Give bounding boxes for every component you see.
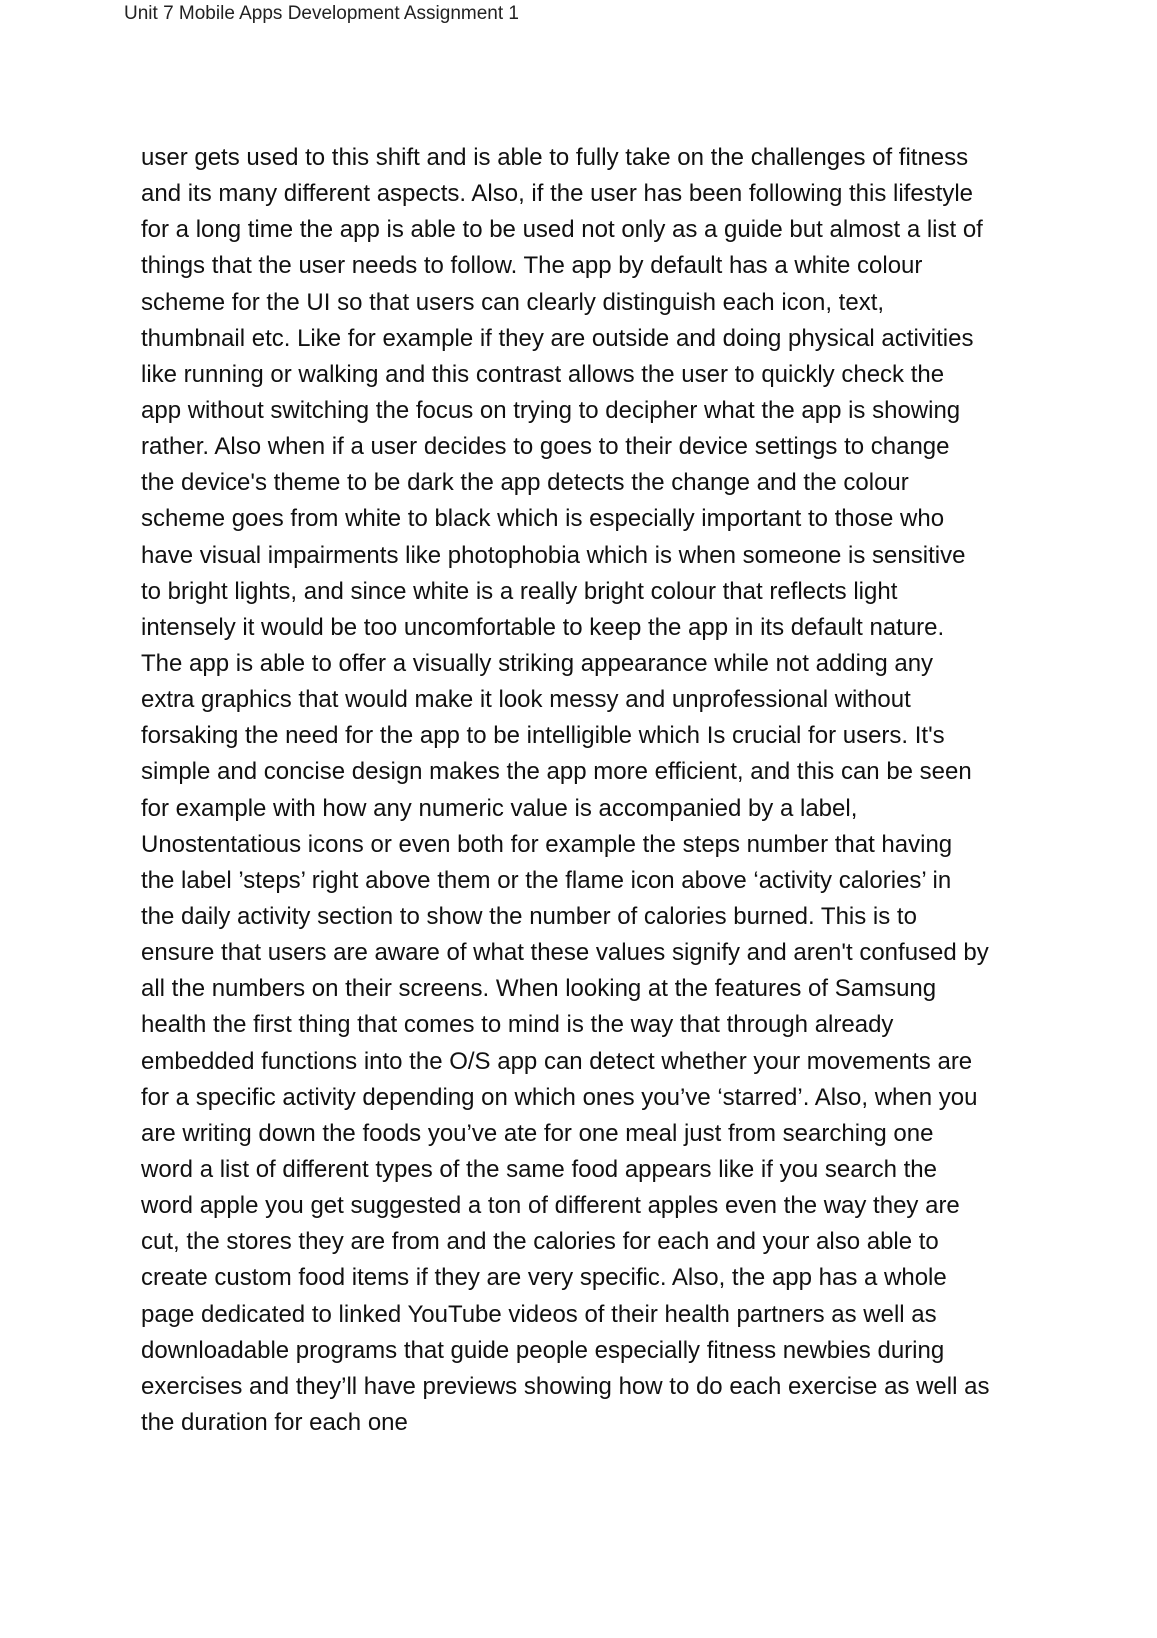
paragraph-line: user gets used to this shift and is able to fully take on the challenges of fitness: [141, 144, 969, 171]
paragraph-line: word a list of different types of the same food appears like if you search the: [141, 1155, 937, 1183]
paragraph-line: have visual impairments like photophobia which is when someone is sensitive: [141, 541, 966, 569]
paragraph-line: forsaking the need for the app to be intelligible which Is crucial for users. It's: [141, 722, 945, 750]
paragraph-line: and its many different aspects. Also, if the user has been following this lifestyle: [141, 180, 974, 208]
paragraph-line: page dedicated to linked YouTube videos of their health partners as well as: [141, 1300, 937, 1328]
paragraph-line: rather. Also when if a user decides to goes to their device settings to change: [141, 433, 950, 461]
paragraph-line: for a long time the app is able to be used not only as a guide but almost a list of: [141, 216, 983, 244]
paragraph-line: scheme goes from white to black which is especially important to those who: [141, 505, 945, 533]
paragraph-line: things that the user needs to follow. The app by default has a white colour: [141, 252, 923, 280]
paragraph-line: simple and concise design makes the app more efficient, and this can be seen: [141, 758, 972, 786]
paragraph-line: to bright lights, and since white is a really bright colour that reflects light: [141, 577, 898, 605]
paragraph-line: thumbnail etc. Like for example if they are outside and doing physical activities: [141, 324, 974, 352]
paragraph-line: extra graphics that would make it look messy and unprofessional without: [141, 686, 911, 714]
paragraph-line: health the first thing that comes to mind is the way that through already: [141, 1011, 894, 1039]
paragraph-line: the daily activity section to show the number of calories burned. This is to: [141, 902, 917, 930]
paragraph-line: downloadable programs that guide people especially fitness newbies during: [141, 1336, 945, 1364]
paragraph-line: for example with how any numeric value is accompanied by a label,: [141, 794, 858, 822]
paragraph-line: are writing down the foods you’ve ate for one meal just from searching one: [141, 1119, 934, 1147]
paragraph-line: exercises and they’ll have previews showing how to do each exercise as well as: [141, 1372, 990, 1400]
paragraph-line: ensure that users are aware of what these values signify and aren't confused by: [141, 939, 989, 967]
paragraph-line: Unostentatious icons or even both for example the steps number that having: [141, 830, 953, 858]
paragraph-line: app without switching the focus on trying to decipher what the app is showing: [141, 396, 961, 424]
body-paragraph: [141, 140, 1021, 1441]
paragraph-line: word apple you get suggested a ton of different apples even the way they are: [141, 1192, 960, 1220]
paragraph-line: scheme for the UI so that users can clearly distinguish each icon, text,: [141, 288, 885, 316]
paragraph-line: like running or walking and this contrast allows the user to quickly check the: [141, 360, 945, 388]
paragraph-line: intensely it would be too uncomfortable to keep the app in its default nature.: [141, 613, 945, 641]
paragraph-line: the label ’steps’ right above them or the flame icon above ‘activity calories’ in: [141, 866, 952, 894]
paragraph-line: all the numbers on their screens. When looking at the features of Samsung: [141, 975, 937, 1003]
paragraph-line: the device's theme to be dark the app detects the change and the colour: [141, 469, 909, 497]
paragraph-line: embedded functions into the O/S app can detect whether your movements are: [141, 1047, 973, 1075]
page-header-title: Unit 7 Mobile Apps Development Assignment 1: [124, 3, 519, 24]
paragraph-line: The app is able to offer a visually striking appearance while not adding any: [141, 649, 934, 677]
paragraph-line: the duration for each one: [141, 1408, 408, 1436]
paragraph-line: for a specific activity depending on which ones you’ve ‘starred’. Also, when you: [141, 1083, 978, 1111]
paragraph-line: cut, the stores they are from and the calories for each and your also able to: [141, 1228, 939, 1256]
paragraph-line: create custom food items if they are very specific. Also, the app has a whole: [141, 1264, 947, 1292]
